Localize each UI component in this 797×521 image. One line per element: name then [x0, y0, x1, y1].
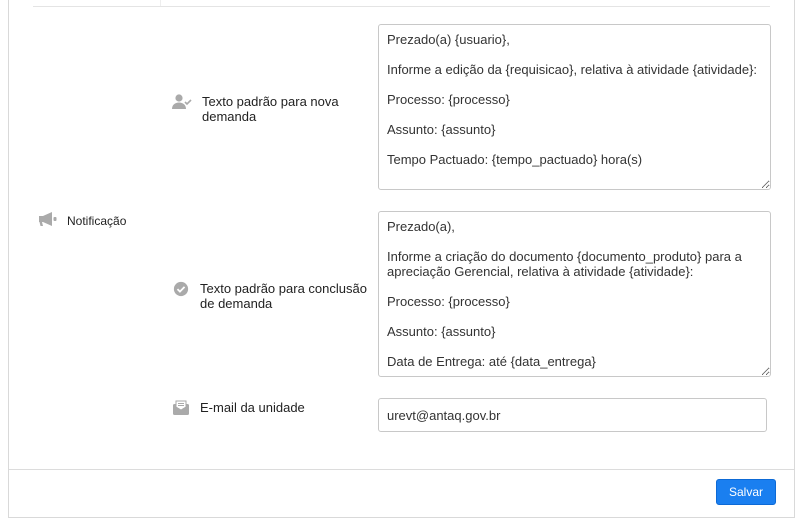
nova-demanda-textarea[interactable]: [378, 24, 771, 190]
conclusao-demanda-textarea[interactable]: [378, 211, 771, 377]
mail-box-icon: [172, 400, 190, 419]
footer-divider: [9, 469, 794, 470]
section-label: Notificação: [67, 213, 127, 228]
email-unidade-input[interactable]: [378, 398, 767, 432]
top-column-divider: [160, 0, 161, 6]
user-check-icon: [172, 94, 192, 113]
megaphone-icon: [38, 211, 57, 230]
row-nova-demanda-label: Texto padrão para nova demanda: [172, 94, 377, 124]
row-conclusao-demanda-label: Texto padrão para conclusão de demanda: [172, 281, 375, 311]
save-button[interactable]: Salvar: [716, 479, 776, 505]
section-notificacao: [38, 211, 126, 230]
check-circle-icon: [172, 281, 190, 300]
top-divider: [33, 6, 770, 7]
row-email-label: E-mail da unidade: [172, 400, 375, 419]
